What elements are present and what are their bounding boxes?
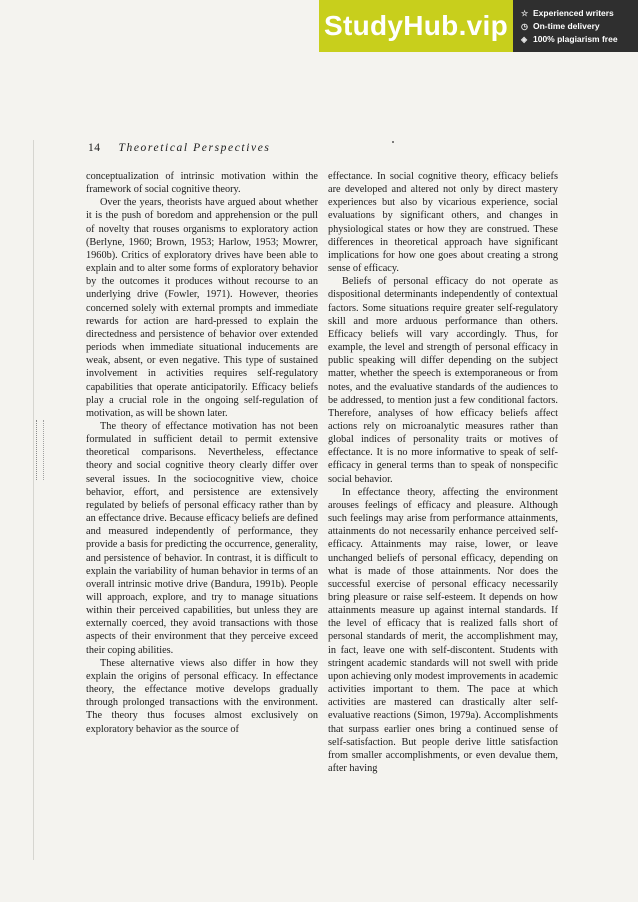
feature-label: On-time delivery (533, 20, 600, 31)
banner-feature-list (513, 0, 638, 52)
paragraph: effectance. In social cognitive theory, efficacy beliefs are developed and altered not only by direct mastery experiences but also by vicarious experience, social evaluations by significant others, and changes in physiological states or how they are construed. These differences in theoretical approach have significant implications for how one goes about creating a strong sense of efficacy. (328, 171, 558, 275)
feature-plagiarism-free (521, 33, 638, 46)
studyhub-logo[interactable]: StudyHub.vip (319, 0, 513, 52)
feature-label: 100% plagiarism free (533, 33, 618, 44)
left-text-column (86, 170, 318, 880)
running-header (88, 142, 558, 158)
star-icon: ☆ (521, 8, 529, 18)
feature-label: Experienced writers (533, 7, 614, 18)
page-number: 14 (88, 142, 101, 154)
paragraph: conceptualization of intrinsic motivation within the framework of social cognitive theory. (86, 171, 318, 196)
feature-experienced-writers (521, 7, 638, 20)
shield-icon: ◈ (521, 34, 528, 44)
paragraph: Over the years, theorists have argued about whether it is the push of boredom and apprehension or the pull of novelty that rouses organisms to exploratory action (Berlyne, 1960; Brown, 1953; Harlow, 1953; Mowrer, 1960b). Critics of exploratory drives have been able to explain and to alter some forms of exploratory behavior by the outcomes it produces without recourse to an underlying drive (Fowler, 1971). However, theories concerned solely with external prompts and immediate rewards for action are hard-pressed to explain the directedness and persistence of behavior over extended periods when immediate situational inducements are weak, absent, or even negative. This type of sustained involvement in activities requires self-regulatory capabilities that operate anticipatorily. Efficacy beliefs play a crucial role in the ongoing self-regulation of motivation, as will be shown later. (86, 197, 318, 419)
ad-banner[interactable] (319, 0, 638, 52)
feature-on-time-delivery (521, 20, 638, 33)
paragraph: Beliefs of personal efficacy do not operate as dispositional determinants independently of contextual factors. Some situations require greater self-regulatory skill and more arduous performance than others. Efficacy beliefs will vary accordingly. Thus, for example, the level and strength of personal efficacy in public speaking will differ depending on the subject matter, whether the speech is extemporaneous or from notes, and the evaluative standards of the audiences to be addressed, to mention just a few conditional factors. Therefore, analyses of how efficacy beliefs affect actions rely on microanalytic measures rather than global indices of personality traits or motives of effectance. It is no more informative to speak of self-efficacy in general terms than to speak of nonspecific social behavior. (328, 276, 558, 485)
paragraph: In effectance theory, affecting the environment arouses feelings of efficacy and pleasure. Although such feelings may arise from performance attainments, attainments do not necessarily enhance perceived self-efficacy. Attainments may raise, lower, or leave unchanged beliefs of personal efficacy, depending on what is made of those attainments. Nor does the successful exercise of personal efficacy necessarily bring pleasure or raise self-esteem. It depends on how attainments measure up against internal standards. If the level of efficacy that is realized falls short of personal standards of merit, the accomplishment may, in fact, leave one with self-discontent. Students with stringent academic standards will not swell with pride upon achieving only modest improvements in academic activities important to them. The pace at which activities are mastered can drastically alter self-evaluative reactions (Simon, 1979a). Accomplishments that surpass earlier ones bring a continued sense of self-satisfaction. But people derive little satisfaction from smaller accomplishments, or even devalue them, after having (328, 486, 558, 775)
paragraph: The theory of effectance motivation has not been formulated in sufficient detail to permit extensive theoretical comparisons. Nevertheless, effectance theory and social cognitive theory clearly differ over several issues. In the sociocognitive view, choice behavior, effort, and persistence are extensively regulated by beliefs of personal efficacy rather than by an effectance drive. Because efficacy beliefs are defined and measured independently of performance, they provide a basis for predicting the occurrence, generality, and persistence of behavior. In contrast, it is difficult to explain the variability of human behavior in terms of an overall intrinsic motive drive (Bandura, 1991b). People will approach, explore, and try to manage situations within their perceived capabilities, but unless they are externally coerced, they avoid transactions with those aspects of their environment that they perceive exceed their coping abilities. (86, 420, 318, 656)
scan-artifact-marks (36, 420, 44, 480)
scan-edge-line (33, 140, 34, 860)
clock-icon: ◷ (521, 21, 528, 31)
running-title: Theoretical Perspectives (118, 142, 271, 154)
paragraph: These alternative views also differ in how they explain the origins of personal efficacy. In effectance theory, the effectance motive develops gradually through prolonged transactions with the environment. The theory thus focuses almost exclusively on exploratory behavior as the source of (86, 657, 318, 735)
right-text-column (328, 170, 558, 880)
